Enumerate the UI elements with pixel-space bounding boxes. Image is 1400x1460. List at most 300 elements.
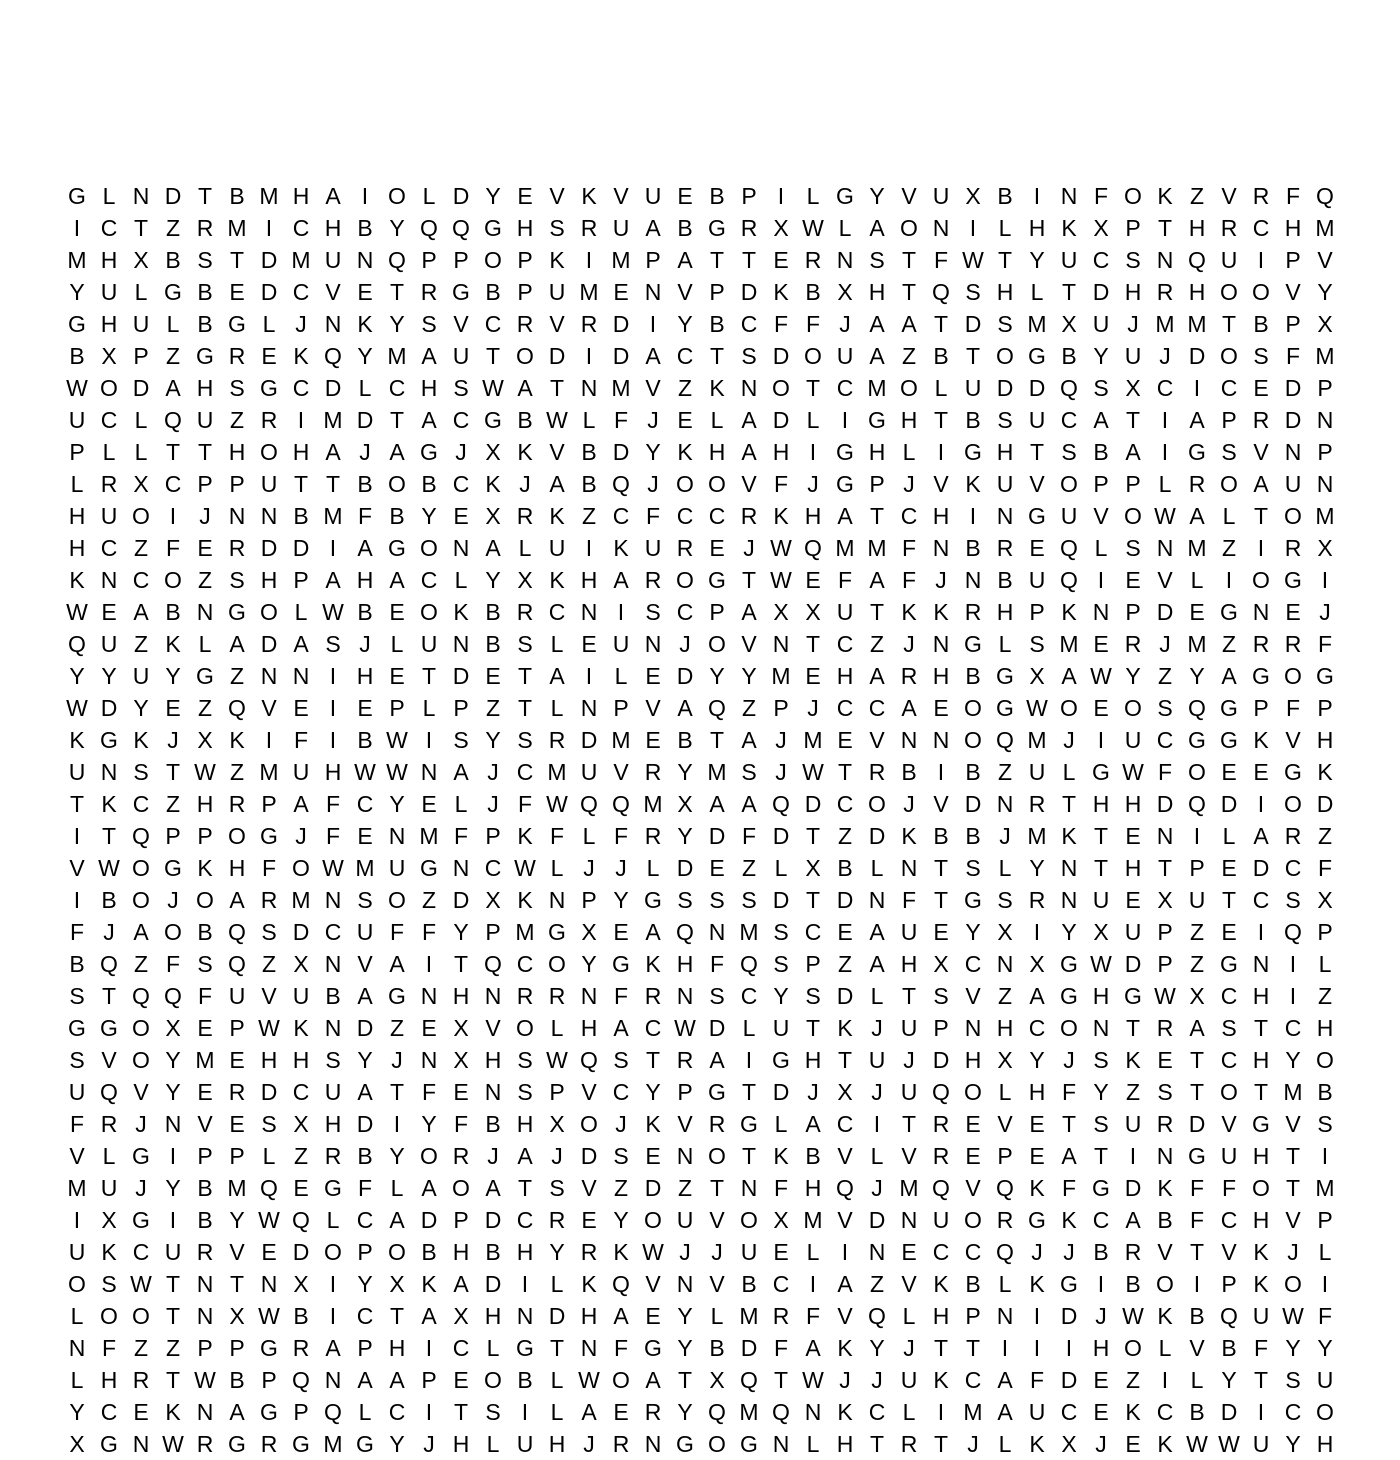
letter-cell[interactable]: O	[708, 470, 726, 497]
letter-cell[interactable]: F	[645, 502, 661, 529]
letter-cell[interactable]: K	[549, 246, 565, 273]
letter-cell[interactable]: M	[323, 1430, 343, 1457]
letter-cell[interactable]: D	[932, 1046, 950, 1073]
letter-cell[interactable]: G	[1220, 950, 1238, 977]
letter-cell[interactable]: N	[644, 1430, 662, 1457]
letter-cell[interactable]: O	[132, 502, 150, 529]
letter-cell[interactable]: R	[228, 1078, 246, 1105]
letter-cell[interactable]: H	[100, 310, 118, 337]
letter-cell[interactable]: P	[1253, 694, 1269, 721]
letter-cell[interactable]: K	[581, 1270, 597, 1297]
letter-cell[interactable]: V	[965, 1174, 981, 1201]
letter-cell[interactable]: I	[169, 1206, 177, 1233]
letter-cell[interactable]: G	[228, 1430, 246, 1457]
letter-cell[interactable]: G	[260, 1334, 278, 1361]
letter-cell[interactable]: R	[580, 1238, 598, 1265]
letter-cell[interactable]: L	[774, 854, 788, 881]
letter-cell[interactable]: V	[261, 982, 277, 1009]
letter-cell[interactable]: G	[1220, 598, 1238, 625]
letter-cell[interactable]: E	[1221, 854, 1237, 881]
letter-cell[interactable]: R	[804, 246, 822, 273]
letter-cell[interactable]: A	[229, 630, 245, 657]
letter-cell[interactable]: S	[1093, 1110, 1109, 1137]
letter-cell[interactable]: L	[1062, 758, 1076, 785]
letter-cell[interactable]: F	[1029, 1366, 1045, 1393]
letter-cell[interactable]: N	[868, 886, 886, 913]
letter-cell[interactable]: G	[708, 566, 726, 593]
letter-cell[interactable]: W	[1154, 982, 1176, 1009]
letter-cell[interactable]: M	[739, 918, 759, 945]
letter-cell[interactable]: K	[101, 790, 117, 817]
letter-cell[interactable]: T	[165, 1302, 181, 1329]
letter-cell[interactable]: Z	[1221, 534, 1237, 561]
letter-cell[interactable]: N	[196, 1398, 214, 1425]
letter-cell[interactable]: I	[969, 214, 977, 241]
letter-cell[interactable]: B	[485, 630, 501, 657]
letter-cell[interactable]: F	[1317, 1302, 1333, 1329]
letter-cell[interactable]: M	[67, 1174, 87, 1201]
letter-cell[interactable]: U	[1188, 886, 1206, 913]
letter-cell[interactable]: N	[1252, 950, 1270, 977]
letter-cell[interactable]: T	[389, 406, 405, 433]
letter-cell[interactable]: M	[963, 1398, 983, 1425]
letter-cell[interactable]: G	[1028, 342, 1046, 369]
letter-cell[interactable]: Z	[1157, 662, 1173, 689]
letter-cell[interactable]: T	[741, 246, 757, 273]
letter-cell[interactable]: S	[325, 630, 341, 657]
letter-cell[interactable]: M	[1155, 310, 1175, 337]
letter-cell[interactable]: J	[871, 1366, 883, 1393]
letter-cell[interactable]: E	[805, 566, 821, 593]
letter-cell[interactable]: K	[485, 470, 501, 497]
letter-cell[interactable]: E	[197, 1014, 213, 1041]
letter-cell[interactable]: J	[1063, 726, 1075, 753]
letter-cell[interactable]: W	[194, 758, 216, 785]
letter-cell[interactable]: U	[132, 662, 150, 689]
letter-cell[interactable]: K	[677, 438, 693, 465]
letter-cell[interactable]: I	[617, 598, 625, 625]
letter-cell[interactable]: Q	[292, 1206, 310, 1233]
letter-cell[interactable]: J	[807, 470, 819, 497]
letter-cell[interactable]: T	[901, 246, 917, 273]
letter-cell[interactable]: O	[1124, 1334, 1142, 1361]
letter-cell[interactable]: C	[740, 310, 758, 337]
letter-cell[interactable]: C	[1220, 1046, 1238, 1073]
letter-cell[interactable]: E	[517, 182, 533, 209]
letter-cell[interactable]: C	[388, 1398, 406, 1425]
letter-cell[interactable]: D	[260, 278, 278, 305]
letter-cell[interactable]: K	[69, 726, 85, 753]
letter-cell[interactable]: H	[1188, 278, 1206, 305]
letter-cell[interactable]: F	[389, 918, 405, 945]
letter-cell[interactable]: A	[1189, 406, 1205, 433]
letter-cell[interactable]: T	[453, 1398, 469, 1425]
letter-cell[interactable]: U	[836, 342, 854, 369]
letter-cell[interactable]: V	[1285, 1206, 1301, 1233]
letter-cell[interactable]: F	[805, 310, 821, 337]
letter-cell[interactable]: R	[580, 310, 598, 337]
letter-cell[interactable]: N	[772, 630, 790, 657]
letter-cell[interactable]: N	[804, 1398, 822, 1425]
letter-cell[interactable]: F	[1221, 1174, 1237, 1201]
letter-cell[interactable]: C	[1284, 1398, 1302, 1425]
letter-cell[interactable]: E	[197, 534, 213, 561]
letter-cell[interactable]: I	[585, 662, 593, 689]
letter-cell[interactable]: L	[102, 438, 116, 465]
letter-cell[interactable]: R	[1028, 790, 1046, 817]
letter-cell[interactable]: B	[1189, 1398, 1205, 1425]
letter-cell[interactable]: Z	[485, 694, 501, 721]
letter-cell[interactable]: D	[1188, 342, 1206, 369]
letter-cell[interactable]: V	[741, 630, 757, 657]
letter-cell[interactable]: T	[229, 246, 245, 273]
letter-cell[interactable]: L	[614, 662, 628, 689]
letter-cell[interactable]: L	[806, 406, 820, 433]
letter-cell[interactable]: F	[901, 566, 917, 593]
letter-cell[interactable]: D	[1156, 598, 1174, 625]
letter-cell[interactable]: K	[1061, 822, 1077, 849]
letter-cell[interactable]: G	[1188, 438, 1206, 465]
letter-cell[interactable]: U	[676, 1206, 694, 1233]
letter-cell[interactable]: O	[292, 854, 310, 881]
letter-cell[interactable]: V	[901, 1142, 917, 1169]
letter-cell[interactable]: W	[66, 694, 88, 721]
letter-cell[interactable]: T	[1189, 1046, 1205, 1073]
letter-cell[interactable]: T	[933, 1334, 949, 1361]
letter-cell[interactable]: U	[132, 310, 150, 337]
letter-cell[interactable]: I	[1161, 406, 1169, 433]
letter-cell[interactable]: W	[1282, 1302, 1304, 1329]
letter-cell[interactable]: R	[932, 1142, 950, 1169]
letter-cell[interactable]: O	[1316, 1046, 1334, 1073]
letter-cell[interactable]: V	[1221, 1238, 1237, 1265]
letter-cell[interactable]: T	[997, 246, 1013, 273]
letter-cell[interactable]: F	[293, 726, 309, 753]
letter-cell[interactable]: L	[550, 854, 564, 881]
letter-cell[interactable]: N	[100, 566, 118, 593]
letter-cell[interactable]: C	[804, 918, 822, 945]
letter-cell[interactable]: D	[612, 342, 630, 369]
letter-cell[interactable]: P	[229, 1014, 245, 1041]
letter-cell[interactable]: C	[388, 374, 406, 401]
letter-cell[interactable]: I	[425, 1334, 433, 1361]
letter-cell[interactable]: B	[165, 598, 181, 625]
letter-cell[interactable]: V	[549, 310, 565, 337]
letter-cell[interactable]: O	[1124, 182, 1142, 209]
letter-cell[interactable]: E	[453, 1078, 469, 1105]
letter-cell[interactable]: U	[1124, 1110, 1142, 1137]
letter-cell[interactable]: O	[420, 534, 438, 561]
letter-cell[interactable]: D	[1284, 406, 1302, 433]
letter-cell[interactable]: G	[68, 182, 86, 209]
letter-cell[interactable]: H	[1252, 1046, 1270, 1073]
letter-cell[interactable]: H	[900, 406, 918, 433]
letter-cell[interactable]: S	[1093, 1046, 1109, 1073]
letter-cell[interactable]: T	[1253, 1014, 1269, 1041]
letter-cell[interactable]: P	[261, 1366, 277, 1393]
letter-cell[interactable]: P	[549, 1078, 565, 1105]
letter-cell[interactable]: T	[389, 1302, 405, 1329]
letter-cell[interactable]: P	[485, 918, 501, 945]
letter-cell[interactable]: R	[708, 1110, 726, 1137]
letter-cell[interactable]: C	[100, 534, 118, 561]
letter-cell[interactable]: D	[1188, 1110, 1206, 1137]
letter-cell[interactable]: N	[932, 630, 950, 657]
letter-cell[interactable]: O	[260, 598, 278, 625]
letter-cell[interactable]: H	[900, 950, 918, 977]
letter-cell[interactable]: P	[453, 694, 469, 721]
letter-cell[interactable]: K	[901, 598, 917, 625]
letter-cell[interactable]: V	[837, 1142, 853, 1169]
letter-cell[interactable]: C	[1220, 374, 1238, 401]
letter-cell[interactable]: Y	[357, 1046, 373, 1073]
letter-cell[interactable]: M	[867, 374, 887, 401]
letter-cell[interactable]: E	[837, 726, 853, 753]
letter-cell[interactable]: W	[802, 758, 824, 785]
letter-cell[interactable]: M	[291, 246, 311, 273]
letter-cell[interactable]: X	[837, 1078, 853, 1105]
letter-cell[interactable]: K	[1125, 1046, 1141, 1073]
letter-cell[interactable]: O	[484, 246, 502, 273]
letter-cell[interactable]: S	[229, 566, 245, 593]
letter-cell[interactable]: U	[964, 374, 982, 401]
letter-cell[interactable]: N	[996, 1302, 1014, 1329]
letter-cell[interactable]: C	[1252, 214, 1270, 241]
letter-cell[interactable]: L	[806, 1430, 820, 1457]
letter-cell[interactable]: T	[101, 982, 117, 1009]
letter-cell[interactable]: M	[355, 854, 375, 881]
letter-cell[interactable]: Q	[324, 1398, 342, 1425]
letter-cell[interactable]: G	[1188, 1142, 1206, 1169]
letter-cell[interactable]: H	[804, 1174, 822, 1201]
letter-cell[interactable]: G	[388, 982, 406, 1009]
letter-cell[interactable]: U	[900, 1078, 918, 1105]
letter-cell[interactable]: W	[66, 374, 88, 401]
letter-cell[interactable]: K	[581, 182, 597, 209]
letter-cell[interactable]: J	[167, 726, 179, 753]
letter-cell[interactable]: K	[773, 502, 789, 529]
letter-cell[interactable]: D	[772, 342, 790, 369]
letter-cell[interactable]: D	[708, 822, 726, 849]
letter-cell[interactable]: N	[708, 918, 726, 945]
letter-cell[interactable]: O	[164, 918, 182, 945]
letter-cell[interactable]: V	[197, 1110, 213, 1137]
letter-cell[interactable]: T	[837, 758, 853, 785]
letter-cell[interactable]: F	[453, 822, 469, 849]
letter-cell[interactable]: A	[1029, 982, 1045, 1009]
letter-cell[interactable]: J	[135, 1174, 147, 1201]
letter-cell[interactable]: B	[293, 1302, 309, 1329]
letter-cell[interactable]: I	[169, 502, 177, 529]
letter-cell[interactable]: I	[1257, 918, 1265, 945]
letter-cell[interactable]: P	[357, 1238, 373, 1265]
letter-cell[interactable]: Q	[740, 1366, 758, 1393]
letter-cell[interactable]: Y	[69, 1398, 85, 1425]
letter-cell[interactable]: Z	[869, 1270, 885, 1297]
letter-cell[interactable]: W	[1186, 1430, 1208, 1457]
letter-cell[interactable]: P	[517, 246, 533, 273]
letter-cell[interactable]: P	[229, 1142, 245, 1169]
letter-cell[interactable]: H	[1252, 982, 1270, 1009]
letter-cell[interactable]: X	[1157, 886, 1173, 913]
letter-cell[interactable]: J	[1095, 1302, 1107, 1329]
letter-cell[interactable]: R	[676, 1046, 694, 1073]
letter-cell[interactable]: H	[292, 438, 310, 465]
letter-cell[interactable]: H	[1188, 214, 1206, 241]
letter-cell[interactable]: D	[708, 1014, 726, 1041]
letter-cell[interactable]: H	[100, 246, 118, 273]
letter-cell[interactable]: W	[322, 598, 344, 625]
letter-cell[interactable]: U	[900, 1014, 918, 1041]
letter-cell[interactable]: X	[773, 1206, 789, 1233]
letter-cell[interactable]: Q	[452, 214, 470, 241]
letter-cell[interactable]: K	[613, 534, 629, 561]
letter-cell[interactable]: U	[900, 918, 918, 945]
letter-cell[interactable]: Q	[1188, 246, 1206, 273]
letter-cell[interactable]: M	[579, 278, 599, 305]
letter-cell[interactable]: S	[613, 1142, 629, 1169]
letter-cell[interactable]: D	[740, 1334, 758, 1361]
letter-cell[interactable]: I	[1321, 1142, 1329, 1169]
letter-cell[interactable]: H	[452, 1238, 470, 1265]
letter-cell[interactable]: N	[580, 374, 598, 401]
letter-cell[interactable]: C	[356, 790, 374, 817]
letter-cell[interactable]: R	[740, 502, 758, 529]
letter-cell[interactable]: Q	[932, 278, 950, 305]
letter-cell[interactable]: O	[132, 1014, 150, 1041]
letter-cell[interactable]: S	[133, 758, 149, 785]
letter-cell[interactable]: L	[742, 1014, 756, 1041]
letter-cell[interactable]: R	[196, 1430, 214, 1457]
letter-cell[interactable]: L	[550, 1270, 564, 1297]
letter-cell[interactable]: B	[1061, 342, 1077, 369]
letter-cell[interactable]: R	[1284, 630, 1302, 657]
letter-cell[interactable]: P	[69, 438, 85, 465]
letter-cell[interactable]: T	[293, 470, 309, 497]
letter-cell[interactable]: T	[933, 310, 949, 337]
letter-cell[interactable]: K	[69, 566, 85, 593]
letter-cell[interactable]: B	[1157, 1206, 1173, 1233]
letter-cell[interactable]: B	[197, 918, 213, 945]
letter-cell[interactable]: K	[709, 374, 725, 401]
letter-cell[interactable]: A	[421, 1302, 437, 1329]
letter-cell[interactable]: S	[1125, 246, 1141, 273]
letter-cell[interactable]: U	[772, 1014, 790, 1041]
letter-cell[interactable]: U	[100, 630, 118, 657]
letter-cell[interactable]: G	[1252, 662, 1270, 689]
letter-cell[interactable]: X	[805, 598, 821, 625]
letter-cell[interactable]: P	[997, 1142, 1013, 1169]
letter-cell[interactable]: J	[1031, 1238, 1043, 1265]
letter-cell[interactable]: O	[1284, 502, 1302, 529]
letter-cell[interactable]: H	[388, 1334, 406, 1361]
letter-cell[interactable]: T	[517, 662, 533, 689]
letter-cell[interactable]: A	[1189, 1014, 1205, 1041]
letter-cell[interactable]: Q	[100, 1078, 118, 1105]
letter-cell[interactable]: E	[773, 246, 789, 273]
letter-cell[interactable]: J	[1287, 1238, 1299, 1265]
letter-cell[interactable]: R	[900, 1430, 918, 1457]
letter-cell[interactable]: T	[165, 1270, 181, 1297]
letter-cell[interactable]: D	[420, 1206, 438, 1233]
letter-cell[interactable]: A	[133, 598, 149, 625]
letter-cell[interactable]: A	[325, 566, 341, 593]
letter-cell[interactable]: T	[1125, 1014, 1141, 1041]
letter-cell[interactable]: P	[485, 822, 501, 849]
letter-cell[interactable]: E	[613, 918, 629, 945]
letter-cell[interactable]: S	[741, 886, 757, 913]
letter-cell[interactable]: N	[356, 246, 374, 273]
letter-cell[interactable]: E	[1093, 630, 1109, 657]
letter-cell[interactable]: W	[194, 1366, 216, 1393]
letter-cell[interactable]: Y	[677, 310, 693, 337]
letter-cell[interactable]: L	[550, 630, 564, 657]
letter-cell[interactable]: Q	[932, 1174, 950, 1201]
letter-cell[interactable]: Z	[133, 630, 149, 657]
letter-cell[interactable]: E	[773, 1238, 789, 1265]
letter-cell[interactable]: D	[292, 1238, 310, 1265]
letter-cell[interactable]: G	[420, 438, 438, 465]
letter-cell[interactable]: H	[292, 182, 310, 209]
letter-cell[interactable]: B	[997, 566, 1013, 593]
letter-cell[interactable]: L	[710, 406, 724, 433]
letter-cell[interactable]: N	[420, 982, 438, 1009]
letter-cell[interactable]: B	[293, 502, 309, 529]
letter-cell[interactable]: W	[258, 1302, 280, 1329]
letter-cell[interactable]: O	[388, 182, 406, 209]
letter-cell[interactable]: D	[260, 630, 278, 657]
letter-cell[interactable]: G	[196, 662, 214, 689]
letter-cell[interactable]: S	[1221, 438, 1237, 465]
letter-cell[interactable]: K	[517, 886, 533, 913]
letter-cell[interactable]: Y	[677, 1302, 693, 1329]
letter-cell[interactable]: Q	[1316, 182, 1334, 209]
letter-cell[interactable]: C	[1156, 726, 1174, 753]
letter-cell[interactable]: G	[100, 726, 118, 753]
letter-cell[interactable]: T	[165, 758, 181, 785]
letter-cell[interactable]: A	[805, 1110, 821, 1137]
letter-cell[interactable]: L	[550, 1014, 564, 1041]
letter-cell[interactable]: G	[1188, 726, 1206, 753]
letter-cell[interactable]: N	[100, 758, 118, 785]
letter-cell[interactable]: T	[645, 1046, 661, 1073]
letter-cell[interactable]: A	[741, 598, 757, 625]
letter-cell[interactable]: U	[1252, 1302, 1270, 1329]
letter-cell[interactable]: B	[1125, 1270, 1141, 1297]
letter-cell[interactable]: H	[516, 214, 534, 241]
letter-cell[interactable]: C	[516, 758, 534, 785]
letter-cell[interactable]: Z	[133, 534, 149, 561]
letter-cell[interactable]: I	[73, 886, 81, 913]
letter-cell[interactable]: G	[1124, 982, 1142, 1009]
letter-cell[interactable]: D	[484, 1270, 502, 1297]
letter-cell[interactable]: T	[1093, 854, 1109, 881]
letter-cell[interactable]: O	[388, 470, 406, 497]
letter-cell[interactable]: A	[1253, 822, 1269, 849]
letter-cell[interactable]: W	[1026, 694, 1048, 721]
letter-cell[interactable]: O	[676, 470, 694, 497]
letter-cell[interactable]: X	[165, 1014, 181, 1041]
letter-cell[interactable]: E	[421, 1014, 437, 1041]
letter-cell[interactable]: J	[295, 310, 307, 337]
letter-cell[interactable]: U	[1028, 758, 1046, 785]
letter-cell[interactable]: E	[965, 1142, 981, 1169]
letter-cell[interactable]: E	[357, 822, 373, 849]
letter-cell[interactable]: H	[260, 1046, 278, 1073]
letter-cell[interactable]: H	[68, 502, 86, 529]
letter-cell[interactable]: E	[1093, 1398, 1109, 1425]
letter-cell[interactable]: A	[709, 790, 725, 817]
